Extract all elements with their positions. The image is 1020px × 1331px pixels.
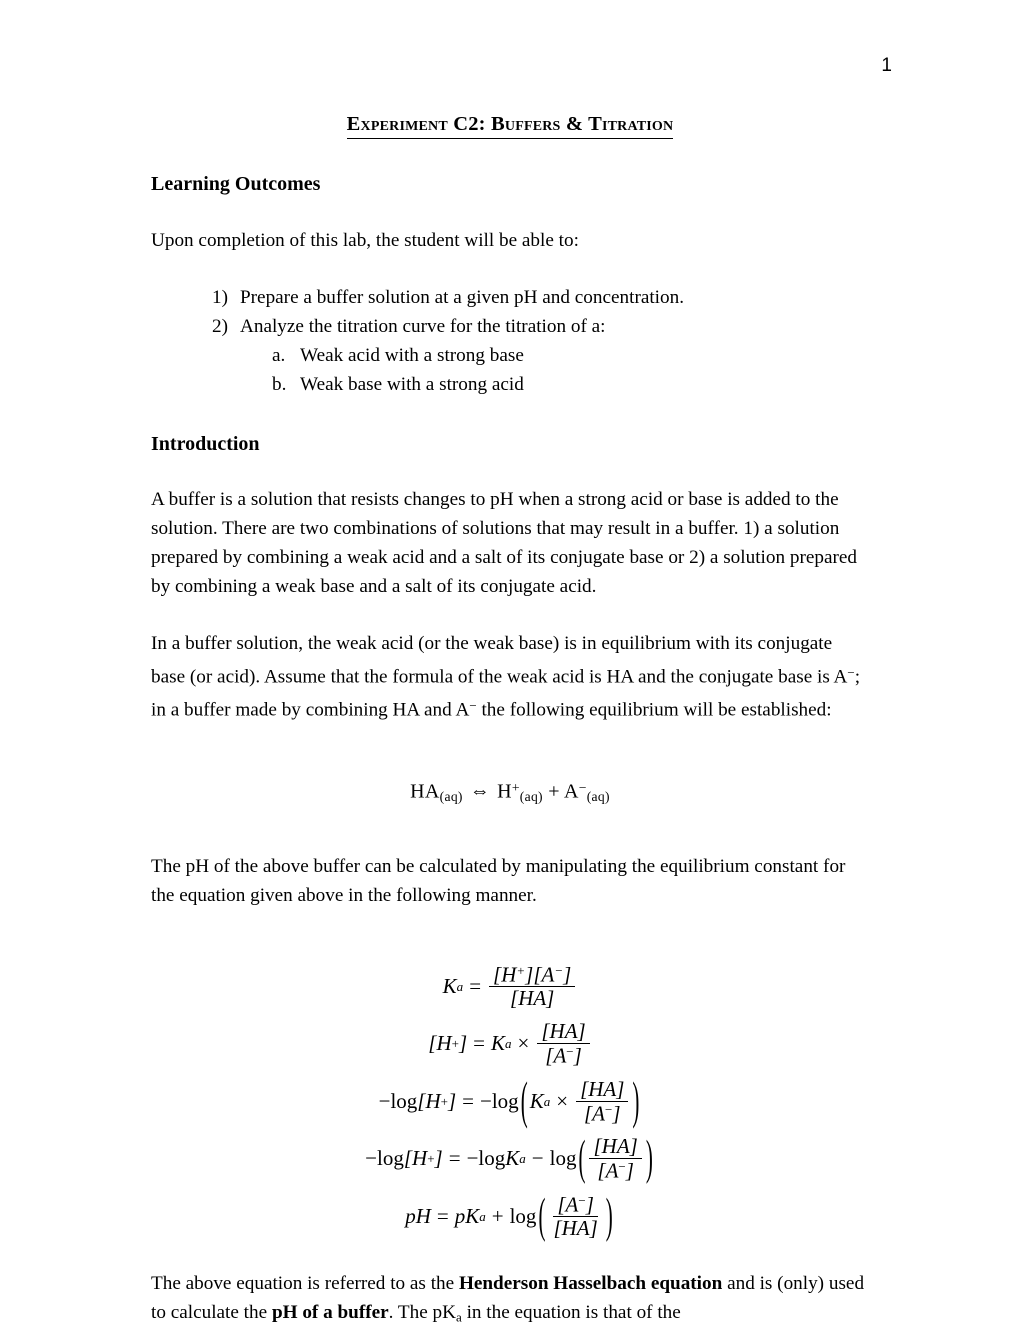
eq5-p: p — [405, 1203, 416, 1228]
list-item — [151, 283, 869, 312]
equilibrium-mid-species: H — [497, 780, 512, 803]
eq2-den-a: [A — [545, 1043, 567, 1068]
eq5-numerator — [553, 1194, 598, 1218]
eq4-lhs-sup: + — [427, 1151, 435, 1167]
eq4-equals: = — [448, 1146, 461, 1171]
intro-paragraph-4 — [151, 1269, 869, 1331]
equilibrium-right-charge: − — [578, 779, 587, 795]
equilibrium-right-state: (aq) — [586, 788, 610, 804]
eq4-den-a: [A — [597, 1158, 619, 1183]
intro-paragraph-2-part2: ; in a buffer made by combining HA and A — [151, 666, 861, 721]
equation-h-concentration — [151, 1021, 869, 1067]
equilibrium-left-species: HA — [410, 780, 440, 803]
learning-outcomes-sublist — [240, 341, 869, 399]
eq5-fraction — [549, 1194, 601, 1240]
list-item-text: Prepare a buffer solution at a given pH and concentration. — [240, 286, 685, 308]
learning-outcomes-intro: Upon completion of this lab, the student will be able to: — [151, 229, 579, 251]
equilibrium-left-state: (aq) — [439, 788, 463, 804]
eq5-equals: = — [436, 1203, 449, 1228]
list-item-text: Analyze the titration curve for the titration of a: — [240, 315, 606, 337]
eq4-lhs-b: ] — [434, 1146, 443, 1171]
eq3-paren-close: ) — [632, 1070, 640, 1130]
equation-ka-definition — [151, 964, 869, 1010]
eq2-den-sup: − — [566, 1044, 574, 1060]
intro-paragraph-2-part1: In a buffer solution, the weak acid (or the weak base) is in equilibrium with its conjugate base (or acid). Assume that the formula of the weak acid is HA and the conjugate base is A — [151, 632, 848, 688]
eq4-log: log — [377, 1146, 404, 1171]
eq1-num-a-sup: + — [516, 962, 526, 978]
intro-paragraph-2 — [151, 629, 869, 725]
eq2-numerator: [HA] — [537, 1021, 589, 1044]
equilibrium-arrow-icon: ⇔ — [469, 780, 491, 803]
math-derivation-block — [151, 962, 869, 1243]
eq2-fraction — [537, 1021, 589, 1067]
eq1-numerator — [489, 964, 575, 988]
learning-outcomes-list — [151, 283, 869, 399]
eq2-lhs-a: [H — [428, 1031, 452, 1056]
eq5-h: H — [415, 1203, 431, 1228]
intro-p4-part3: . The pK — [388, 1302, 456, 1324]
eq1-denominator: [HA] — [510, 986, 555, 1011]
eq5-num-b: ] — [585, 1192, 594, 1217]
eq4-minus-2: − — [466, 1146, 479, 1171]
eq5-log: log — [509, 1203, 537, 1228]
eq5-num-sup: − — [578, 1192, 586, 1208]
eq2-denominator — [541, 1044, 586, 1067]
list-marker: 1) — [212, 286, 228, 308]
eq2-equals: = — [473, 1031, 485, 1056]
eq1-k: K — [442, 973, 457, 998]
eq5-pk-subscript: a — [479, 1208, 486, 1224]
eq4-denominator — [593, 1159, 638, 1182]
term-ph-of-a-buffer: pH of a buffer — [271, 1302, 389, 1324]
eq5-denominator: [HA] — [553, 1216, 598, 1241]
eq4-log-2: log — [478, 1146, 506, 1171]
eq1-num-a: [H — [493, 962, 517, 987]
eq3-fraction — [576, 1076, 628, 1126]
eq1-equals: = — [469, 973, 482, 998]
eq3-den-a: [A — [583, 1101, 605, 1126]
list-item — [240, 341, 869, 370]
list-item — [151, 312, 869, 399]
eq3-denominator — [580, 1102, 625, 1125]
eq2-lhs-sup: + — [451, 1036, 459, 1052]
eq3-times: × — [556, 1088, 569, 1113]
equilibrium-mid-charge: + — [511, 779, 520, 795]
eq4-minus: − — [365, 1146, 378, 1171]
eq3-paren-open: ( — [520, 1070, 528, 1130]
heading-learning-outcomes: Learning Outcomes — [151, 172, 321, 195]
eq1-num-b-sup: − — [554, 962, 564, 978]
document-content — [151, 112, 869, 1331]
list-marker: a. — [272, 344, 286, 366]
eq3-group — [529, 1076, 631, 1126]
equation-neg-log-product — [151, 1070, 869, 1130]
eq2-times: × — [517, 1031, 530, 1056]
eq2-k: K — [491, 1031, 506, 1056]
eq1-num-c: ] — [563, 962, 572, 987]
list-item-text: Weak base with a strong acid — [300, 373, 524, 395]
eq5-paren-open: ( — [538, 1187, 546, 1243]
eq4-den-b: ] — [625, 1158, 634, 1183]
eq1-fraction — [489, 964, 575, 1010]
eq3-lhs-b: ] — [447, 1088, 457, 1113]
eq4-minus-3: − — [531, 1146, 544, 1171]
document-title — [151, 112, 869, 139]
list-item-text: Weak acid with a strong base — [300, 344, 524, 366]
list-marker: b. — [272, 373, 287, 395]
eq3-numerator: [HA] — [576, 1079, 628, 1102]
eq4-numerator: [HA] — [589, 1136, 641, 1159]
list-item — [240, 370, 869, 399]
equation-henderson-hasselbalch — [151, 1187, 869, 1243]
eq2-den-b: ] — [573, 1043, 582, 1068]
eq4-lhs-a: [H — [403, 1146, 428, 1171]
eq2-lhs-b: ] — [458, 1031, 468, 1056]
eq4-k: K — [505, 1146, 520, 1171]
eq1-num-b: ][A — [525, 962, 555, 987]
eq3-lhs-sup: + — [440, 1093, 448, 1109]
equilibrium-mid-state: (aq) — [519, 788, 543, 804]
intro-paragraph-1: A buffer is a solution that resists changes to pH when a strong acid or base is added to the solution. There are two combinations of solutions that may result in a buffer. 1) a solution prepared by combining a weak acid and a salt of its conjugate base or 2) a solution prepared by combining a weak base and a salt of its conjugate acid. — [151, 488, 857, 597]
anion-charge-superscript: − — [847, 664, 855, 680]
page-number: 1 — [881, 55, 892, 76]
eq3-minus: − — [378, 1088, 391, 1113]
equilibrium-right-species: A — [564, 780, 579, 803]
eq3-k-subscript: a — [543, 1093, 551, 1109]
eq5-paren-close: ) — [605, 1187, 613, 1243]
intro-p4-part2: and is (only) used to calculate the — [151, 1273, 865, 1324]
eq4-k-subscript: a — [519, 1151, 526, 1167]
list-marker: 2) — [212, 315, 228, 337]
eq1-k-subscript: a — [456, 978, 464, 994]
eq4-paren-close: ) — [645, 1130, 653, 1186]
equation-neg-log-expanded — [151, 1130, 869, 1186]
intro-paragraph-2-part3: the following equilibrium will be established: — [476, 699, 832, 721]
eq4-den-sup: − — [618, 1159, 626, 1175]
intro-paragraph-3: The pH of the above buffer can be calculated by manipulating the equilibrium constant for the equation given above in the following manner. — [151, 855, 846, 906]
eq4-log-3: log — [549, 1146, 577, 1171]
eq3-log-2: log — [491, 1088, 519, 1113]
eq5-num-a: [A — [557, 1192, 579, 1217]
term-henderson-hasselbach: Henderson Hasselbach equation — [458, 1273, 723, 1295]
eq3-equals: = — [462, 1088, 474, 1113]
pka-subscript: a — [455, 1309, 462, 1325]
anion-charge-superscript: − — [469, 698, 477, 714]
equilibrium-plus: + — [548, 780, 560, 803]
eq3-log: log — [390, 1088, 418, 1113]
intro-p4-part4: in the equation is that of the — [461, 1302, 681, 1324]
eq2-k-subscript: a — [505, 1036, 512, 1052]
eq5-plus: + — [491, 1203, 504, 1228]
eq5-pk: pK — [454, 1203, 480, 1228]
intro-p4-part1: The above equation is referred to as the — [151, 1273, 459, 1295]
eq4-paren-open: ( — [578, 1130, 586, 1186]
eq4-fraction — [589, 1136, 641, 1182]
equilibrium-equation — [151, 773, 869, 812]
heading-introduction: Introduction — [151, 432, 260, 455]
eq3-minus-2: − — [480, 1088, 492, 1113]
eq3-den-sup: − — [604, 1101, 613, 1117]
eq3-lhs-a: [H — [417, 1088, 441, 1113]
document-title-text: Experiment C2: Buffers & Titration — [347, 112, 674, 139]
eq3-den-b: ] — [612, 1101, 621, 1126]
eq3-k: K — [529, 1088, 544, 1113]
